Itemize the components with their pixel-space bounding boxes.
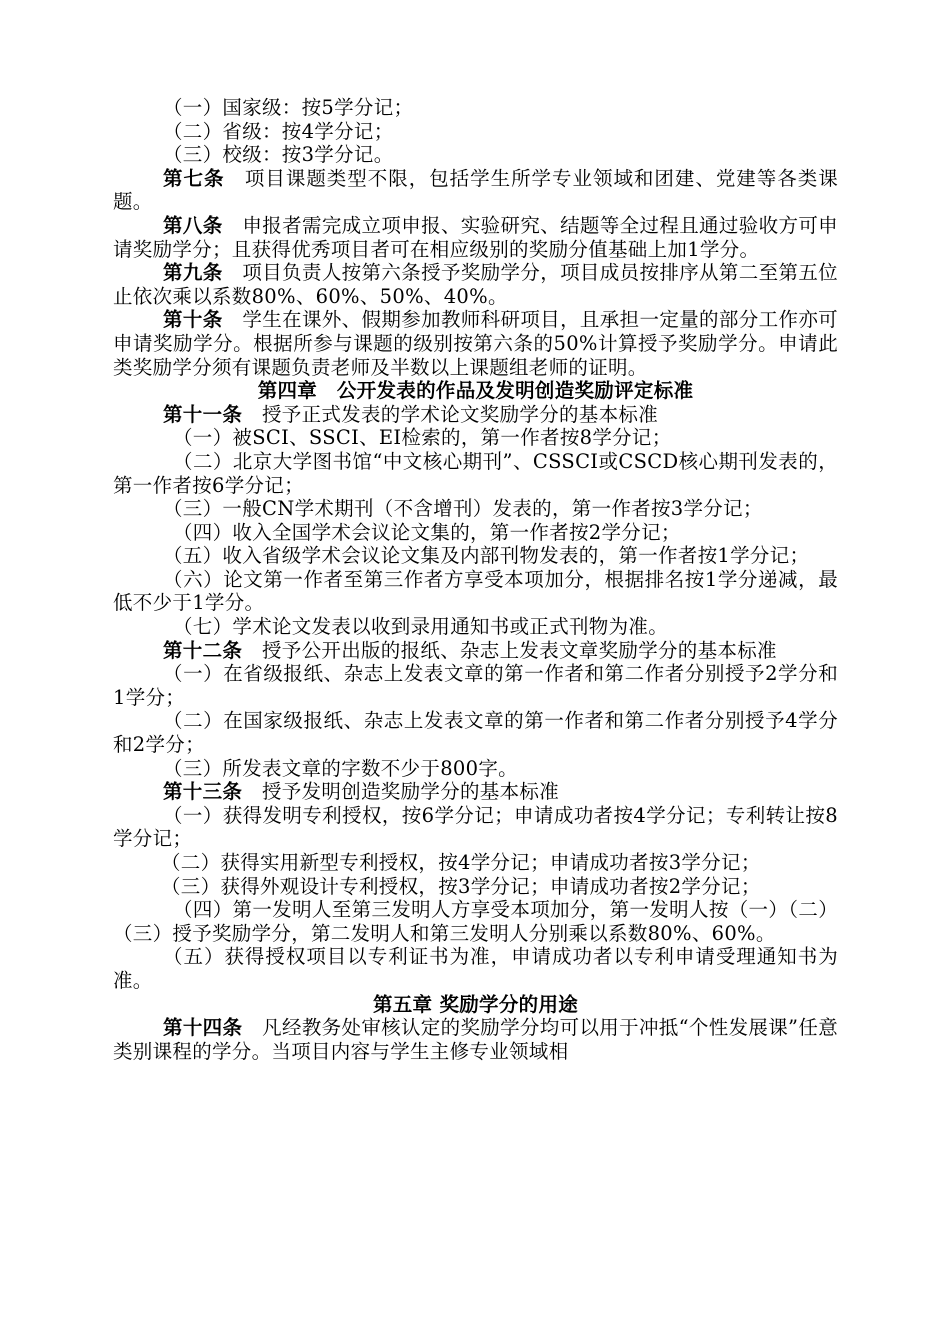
article-number: 第九条	[163, 261, 223, 285]
list-item: （二）获得实用新型专利授权，按4学分记；申请成功者按3学分记；	[161, 851, 761, 874]
article-text: 学生在课外、假期参加教师科研项目，且承担一定量的部分工作亦可申请奖励学分。根据所参与课题的级别按第六条的50%计算授予奖励学分。申请此类奖励学分须有课题负责老师及半数以上课题组老师的证明。	[113, 308, 838, 379]
article-paragraph	[113, 308, 838, 379]
document-page	[113, 96, 838, 1063]
article-paragraph	[113, 639, 838, 663]
list-item: （一）在省级报纸、杂志上发表文章的第一作者和第二作者分别授予2学分和1学分；	[113, 662, 838, 709]
article-paragraph	[113, 214, 838, 261]
list-item: （七）学术论文发表以收到录用通知书或正式刊物为准。	[173, 615, 669, 639]
list-item: （三）一般CN学术期刊（不含增刊）发表的，第一作者按3学分记；	[163, 497, 763, 521]
article-number: 第十四条	[163, 1016, 243, 1040]
list-item: （三）所发表文章的字数不少于800字。	[163, 756, 518, 780]
article-text: 授予正式发表的学术论文奖励学分的基本标准	[242, 402, 659, 426]
article-text: 凡经教务处审核认定的奖励学分均可以用于冲抵“个性发展课”任意类别课程的学分。当项目内容与学生主修专业领域相	[113, 1016, 838, 1063]
list-item: （四）收入全国学术会议论文集的，第一作者按2学分记；	[173, 520, 681, 544]
chapter-heading: 第四章 公开发表的作品及发明创造奖励评定标准	[257, 379, 694, 403]
article-number: 第十一条	[163, 402, 243, 426]
list-item: （三）校级：按3学分记。	[163, 143, 394, 167]
list-item: （一）国家级：按5学分记；	[163, 96, 414, 119]
article-text: 授予公开出版的报纸、杂志上发表文章奖励学分的基本标准	[242, 638, 777, 662]
list-item: （二）北京大学图书馆“中文核心期刊”、CSSCI或CSCD核心期刊发表的，第一作者按6学分记；	[113, 449, 838, 497]
list-item: （四）第一发明人至第三发明人方享受本项加分，第一发明人按（一）（二）（三）授予奖励学分，第二发明人和第三发明人分别乘以系数80%、60%。	[113, 898, 838, 945]
article-number: 第八条	[163, 213, 223, 237]
list-item: （五）获得授权项目以专利证书为准，申请成功者以专利申请受理通知书为准。	[113, 945, 838, 992]
article-paragraph	[113, 780, 838, 804]
list-item: （三）获得外观设计专利授权，按3学分记；申请成功者按2学分记；	[161, 874, 761, 898]
article-paragraph	[113, 1016, 838, 1063]
article-number: 第七条	[163, 166, 225, 190]
article-number: 第十三条	[163, 780, 243, 804]
list-item: （一）获得发明专利授权，按6学分记；申请成功者按4学分记；专利转让按8学分记；	[113, 803, 838, 851]
chapter-heading: 第五章 奖励学分的用途	[372, 992, 579, 1016]
list-item: （五）收入省级学术会议论文集及内部刊物发表的，第一作者按1学分记；	[163, 544, 810, 568]
article-number: 第十条	[163, 308, 223, 332]
article-paragraph	[113, 167, 838, 214]
article-paragraph	[113, 261, 838, 308]
article-text: 授予发明创造奖励学分的基本标准	[242, 780, 560, 804]
article-text: 项目负责人按第六条授予奖励学分，项目成员按排序从第二至第五位止依次乘以系数80%、60%、50%、40%。	[113, 261, 838, 308]
article-text: 申报者需完成立项申报、实验研究、结题等全过程且通过验收方可申请奖励学分；且获得优秀项目者可在相应级别的奖励分值基础上加1学分。	[113, 213, 838, 261]
article-text: 项目课题类型不限，包括学生所学专业领域和团建、党建等各类课题。	[113, 166, 838, 214]
article-paragraph	[113, 403, 838, 427]
list-item: （二）省级：按4学分记；	[163, 119, 394, 143]
list-item: （二）在国家级报纸、杂志上发表文章的第一作者和第二作者分别授予4学分和2学分；	[113, 709, 838, 757]
article-number: 第十二条	[163, 638, 243, 662]
list-item: （六）论文第一作者至第三作者方享受本项加分，根据排名按1学分递减，最低不少于1学分。	[113, 567, 838, 615]
list-item: （一）被SCI、SSCI、EI检索的，第一作者按8学分记；	[173, 426, 672, 450]
